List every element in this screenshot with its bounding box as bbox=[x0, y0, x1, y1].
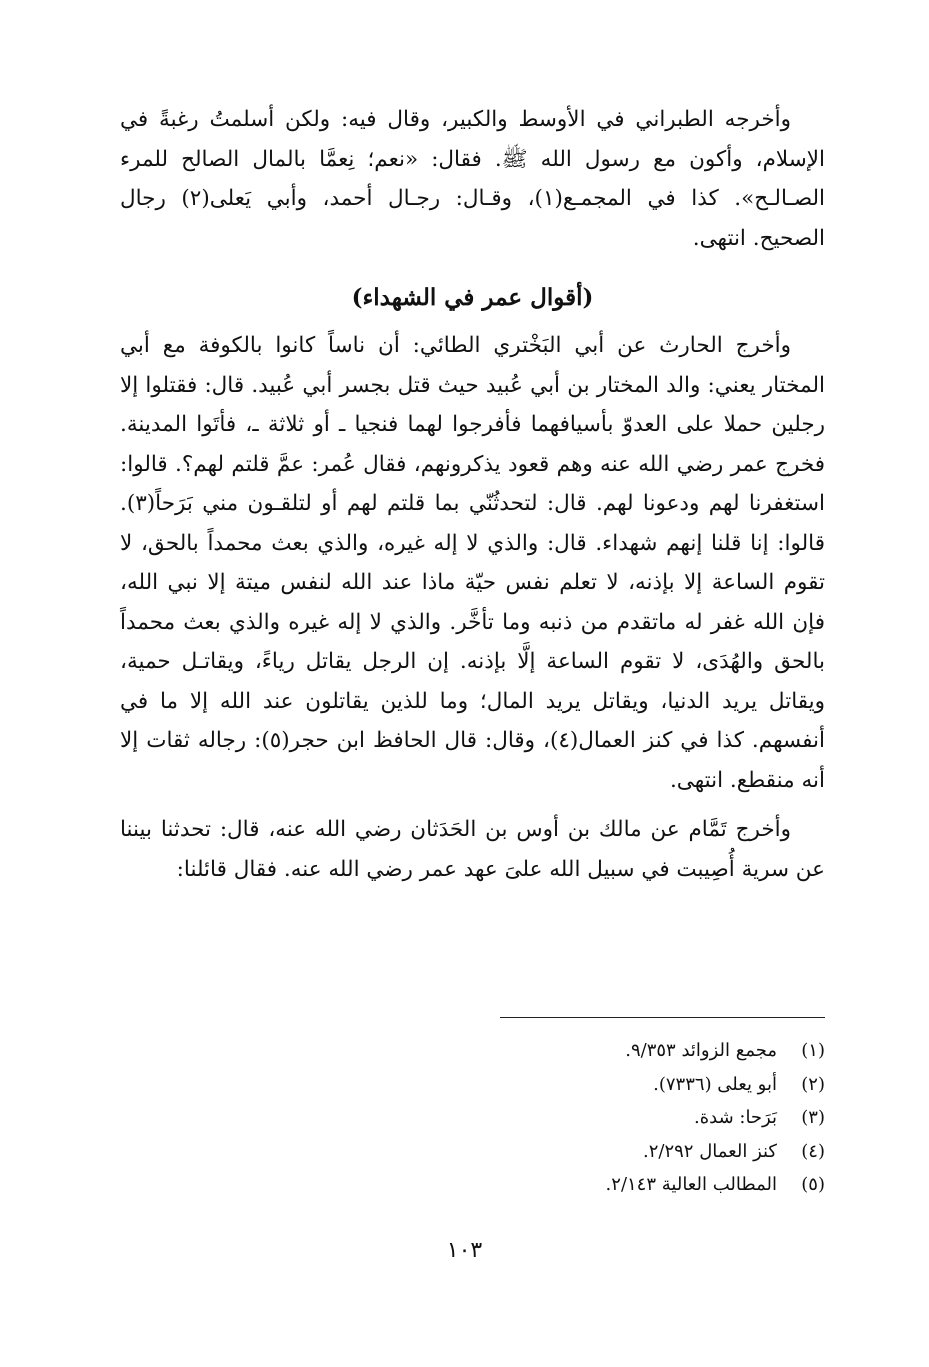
footnote-item bbox=[120, 1101, 825, 1135]
footnote-item bbox=[120, 1168, 825, 1202]
page-number: ١٠٣ bbox=[446, 1238, 483, 1263]
paragraph-harith: وأخرج الحارث عن أبي البَخْتري الطائي: أن ناساً كانوا بالكوفة مع أبي المختار يعني: والد المختار بن أبي عُبيد حيث قتل بجسر أبي عُبيد. قال: فقتلوا إلا رجلين حملا على العدوّ بأسيافهما فأفرجوا لهما فنجيا ـ أو ثلاثة ـ، فأتَوا المدينة. فخرج عمر رضي الله عنه وهم قعود يذكرونهم، فقال عُمر: عمَّ قلتم لهم؟. قالوا: استغفرنا لهم ودعونا لهم. قال: لتحدثُنّي بما قلتم لهم أو لتلقـون مني بَرَحاً(٣). قالوا: إنا قلنا إنهم شهداء. قال: والذي لا إله غيره، والذي بعث محمداً بالحق، لا تقوم الساعة إلا بإذنه، لا تعلم نفس حيّة ماذا عند الله لنفس ميتة إلا نبي الله، فإن الله غفر له ماتقدم من ذنبه وما تأخَّر. والذي لا إله غيره والذي بعث محمداً بالحق والهُدَى، لا تقوم الساعة إلَّا بإذنه. إن الرجل يقاتل رياءً، ويقاتـل حمية، ويقاتل يريد الدنيا، ويقاتل يريد المال؛ وما للذين يقاتلون عند الله إلا ما في أنفسهم. كذا في كنز العمال(٤)، وقال: قال الحافظ ابن حجر(٥): رجاله ثقات إلا أنه منقطع. انتهى. bbox=[120, 333, 825, 793]
footnote-text: المطالب العالية ٢/١٤٣. bbox=[605, 1174, 777, 1195]
footnote-number: (١) bbox=[801, 1040, 825, 1061]
footnote-item bbox=[120, 1135, 825, 1169]
footnote-number: (٤) bbox=[801, 1140, 825, 1162]
page-body bbox=[120, 100, 825, 895]
footnotes-section bbox=[120, 1017, 825, 1202]
footnote-text: كنز العمال ٢/٢٩٢. bbox=[643, 1140, 777, 1162]
footnote-text: أبو يعلى (٧٣٣٦). bbox=[653, 1073, 777, 1095]
footnote-divider bbox=[500, 1017, 825, 1018]
footnote-item bbox=[120, 1034, 825, 1068]
footnote-text: بَرَحا: شدة. bbox=[693, 1107, 777, 1128]
footnote-number: (٢) bbox=[801, 1073, 825, 1095]
footnote-number: (٣) bbox=[801, 1107, 825, 1128]
footnote-text: مجمع الزوائد ٩/٣٥٣. bbox=[625, 1040, 777, 1061]
footnote-number: (٥) bbox=[801, 1174, 825, 1195]
section-heading: (أقوال عمر في الشهداء) bbox=[351, 284, 594, 311]
footnote-item bbox=[120, 1068, 825, 1102]
paragraph-tabarani: وأخرجه الطبراني في الأوسط والكبير، وقال فيه: ولكن أسلمتُ رغبةً في الإسلام، وأكون مع رسول الله ﷺ. فقال: «نعم؛ نِعمَّا بالمال الصالح للمرء الصـالـح». كذا في المجمـع(١)، وقـال: رجـال أحمد، وأبي يَعلى(٢) رجال الصحيح. انتهى. bbox=[120, 107, 825, 251]
paragraph-tammam: وأخرج تَمَّام عن مالك بن أوس بن الحَدَثان رضي الله عنه، قال: تحدثنا بيننا عن سرية أُصِيبت في سبيل الله علىَ عهد عمر رضي الله عنه. فقال قائلنا: bbox=[120, 817, 825, 882]
